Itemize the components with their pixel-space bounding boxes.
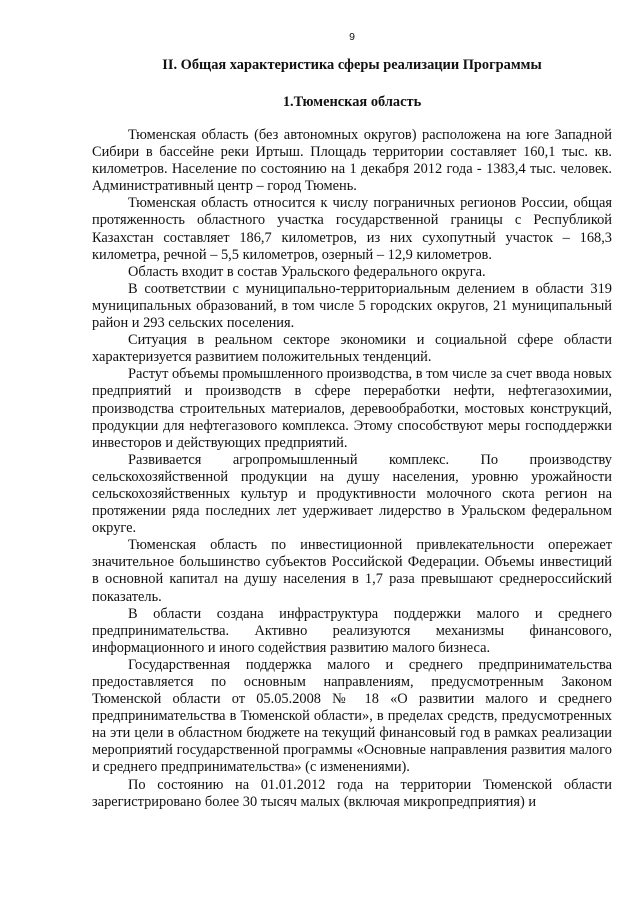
paragraph-infrastructure: В области создана инфраструктура поддержки малого и среднего предпринимательства. Активно реализуются механизмы финансового, информационного и иного содействия развитию малого бизнеса. (92, 605, 612, 656)
sub-heading: 1.Тюменская область (282, 94, 422, 110)
paragraph-economy-situation: Ситуация в реальном секторе экономики и социальной сфере области характеризуется развитием положительных тенденций. (92, 332, 612, 366)
paragraph-agriculture: Развивается агропромышленный комплекс. По производству сельскохозяйственной продукции на душу населения, уровню урожайности сельскохозяйственных культур и продуктивности молочного скота регион на протяжении ряда последних лет удерживает лидерство в Уральском федеральном округе. (92, 451, 612, 537)
paragraph-federal-district: Область входит в состав Уральского федерального округа. (128, 263, 486, 280)
paragraph-location: Тюменская область (без автономных округов) расположена на юге Западной Сибири в бассейне реки Иртыш. Площадь территории составляет 160,1 тыс. кв. километров. Население по состоянию на 1 декабря 2012 года - 1383,4 тыс. человек. Административный центр – город Тюмень. (92, 127, 612, 195)
paragraph-industry: Растут объемы промышленного производства, в том числе за счет ввода новых предприятий и производств в сфере переработки нефти, нефтегазохимии, производства строительных материалов, деревообработки, мостовых конструкций, продукции для нефтегазового комплекса. Этому способствуют меры господдержки инвесторов и действующих предприятий. (92, 366, 612, 451)
section-heading: II. Общая характеристика сферы реализации Программы (162, 57, 542, 73)
paragraph-investment: Тюменская область по инвестиционной привлекательности опережает значительное большинство субъектов Российской Федерации. Объемы инвестиций в основной капитал на душу населения в 1,7 раза превышают среднероссийский показатель. (92, 537, 612, 605)
page-number: 9 (349, 31, 355, 43)
body-text (92, 127, 612, 811)
paragraph-state-support: Государственная поддержка малого и среднего предпринимательства предоставляется по основным направлениям, предусмотренным Законом Тюменской области от 05.05.2008 № 18 «О развитии малого и среднего предпринимательства в Тюменской области», в пределах средств, предусмотренных на эти цели в областном бюджете на текущий финансовый год в рамках реализации мероприятий государственной программы «Основные направления развития малого и среднего предпринимательства» (с изменениями). (92, 656, 612, 776)
paragraph-registered-enterprises: По состоянию на 01.01.2012 года на территории Тюменской области зарегистрировано более 30 тысяч малых (включая микропредприятия) и (92, 776, 612, 810)
paragraph-municipalities: В соответствии с муниципально-территориальным делением в области 319 муниципальных образований, в том числе 5 городских округов, 21 муниципальный район и 293 сельских поселения. (92, 280, 612, 332)
paragraph-border: Тюменская область относится к числу пограничных регионов России, общая протяженность областного участка государственной границы с Республикой Казахстан составляет 186,7 километров, из них сухопутный участок – 168,3 километра, речной – 5,5 километров, озерный – 12,9 километров. (92, 195, 612, 263)
